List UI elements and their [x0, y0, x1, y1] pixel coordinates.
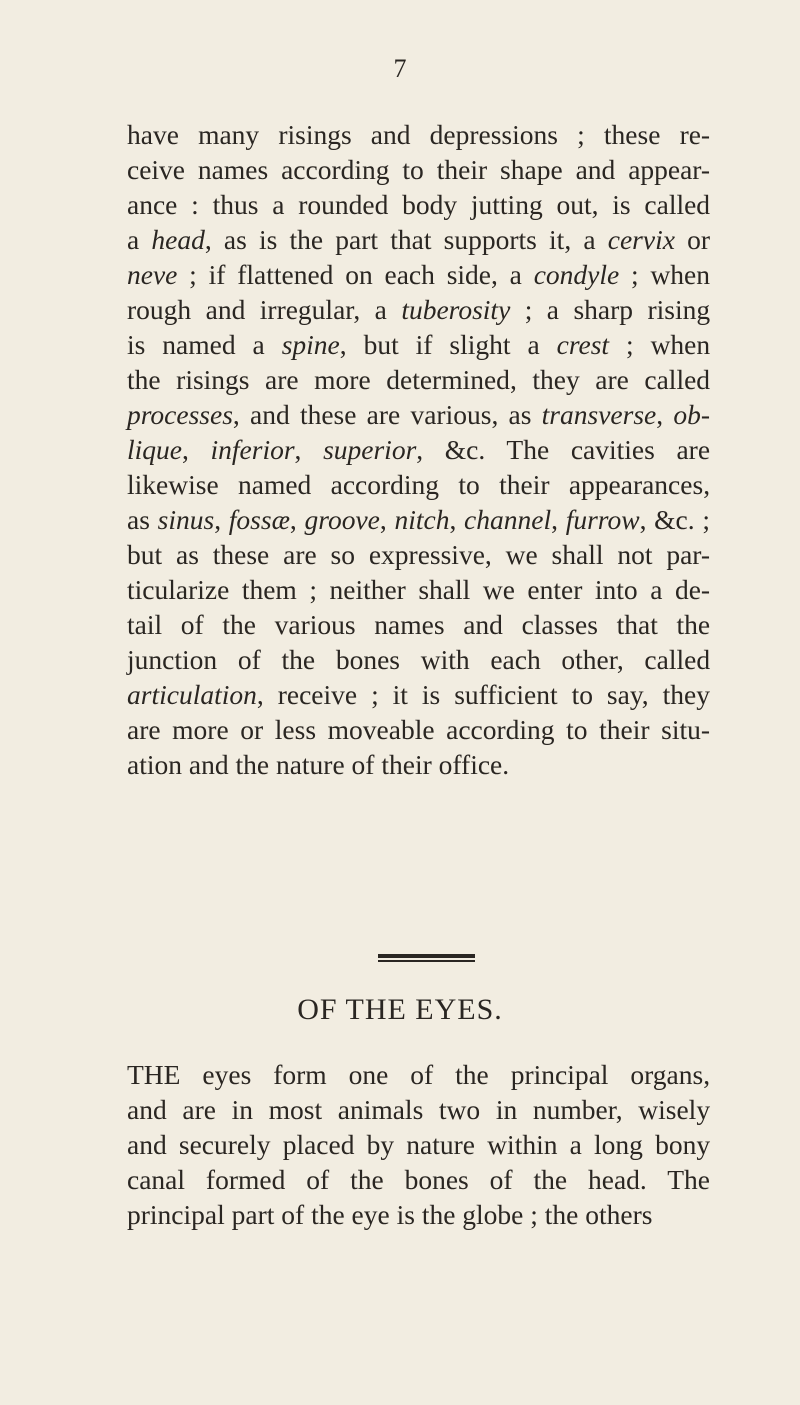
paragraph-anatomy-terms	[127, 117, 710, 782]
text-line: neve ; if flattened on each side, a condyle ; when	[127, 259, 711, 290]
text-line: ticularize them ; neither shall we enter into a de-	[127, 574, 711, 605]
text-line: but as these are so expressive, we shall not par-	[127, 539, 711, 570]
text-line: the risings are more determined, they are called	[127, 364, 711, 395]
text-line: tail of the various names and classes that the	[127, 609, 711, 640]
text-line: junction of the bones with each other, called	[127, 644, 711, 675]
text-line: ance : thus a rounded body jutting out, is called	[127, 189, 711, 220]
text-line: is named a spine, but if slight a crest ; when	[127, 329, 711, 360]
page-number: 7	[393, 54, 407, 83]
text-line: lique, inferior, superior, &c. The cavities are	[127, 434, 711, 465]
text-line: ation and the nature of their office.	[127, 749, 510, 780]
text-line: THE eyes form one of the principal organs,	[127, 1059, 711, 1090]
text-line: have many risings and depressions ; these re-	[127, 119, 711, 150]
text-line: principal part of the eye is the globe ; the others	[127, 1199, 653, 1230]
section-heading: OF THE EYES.	[297, 993, 503, 1026]
text-line: rough and irregular, a tuberosity ; a sharp rising	[127, 294, 711, 325]
text-line: and securely placed by nature within a long bony	[127, 1129, 711, 1160]
text-line: are more or less moveable according to their situ-	[127, 714, 711, 745]
text-line: as sinus, fossæ, groove, nitch, channel, furrow, &c. ;	[127, 504, 711, 535]
text-line: processes, and these are various, as transverse, ob-	[127, 399, 711, 430]
text-line: canal formed of the bones of the head. The	[127, 1164, 710, 1195]
text-line: a head, as is the part that supports it, a cervix or	[127, 224, 711, 255]
paragraph-eyes	[127, 1057, 710, 1232]
text-line: ceive names according to their shape and appear-	[127, 154, 711, 185]
section-divider	[378, 954, 475, 958]
text-line: and are in most animals two in number, wisely	[127, 1094, 711, 1125]
text-line: likewise named according to their appearances,	[127, 469, 711, 500]
text-line: articulation, receive ; it is sufficient to say, they	[127, 679, 710, 710]
